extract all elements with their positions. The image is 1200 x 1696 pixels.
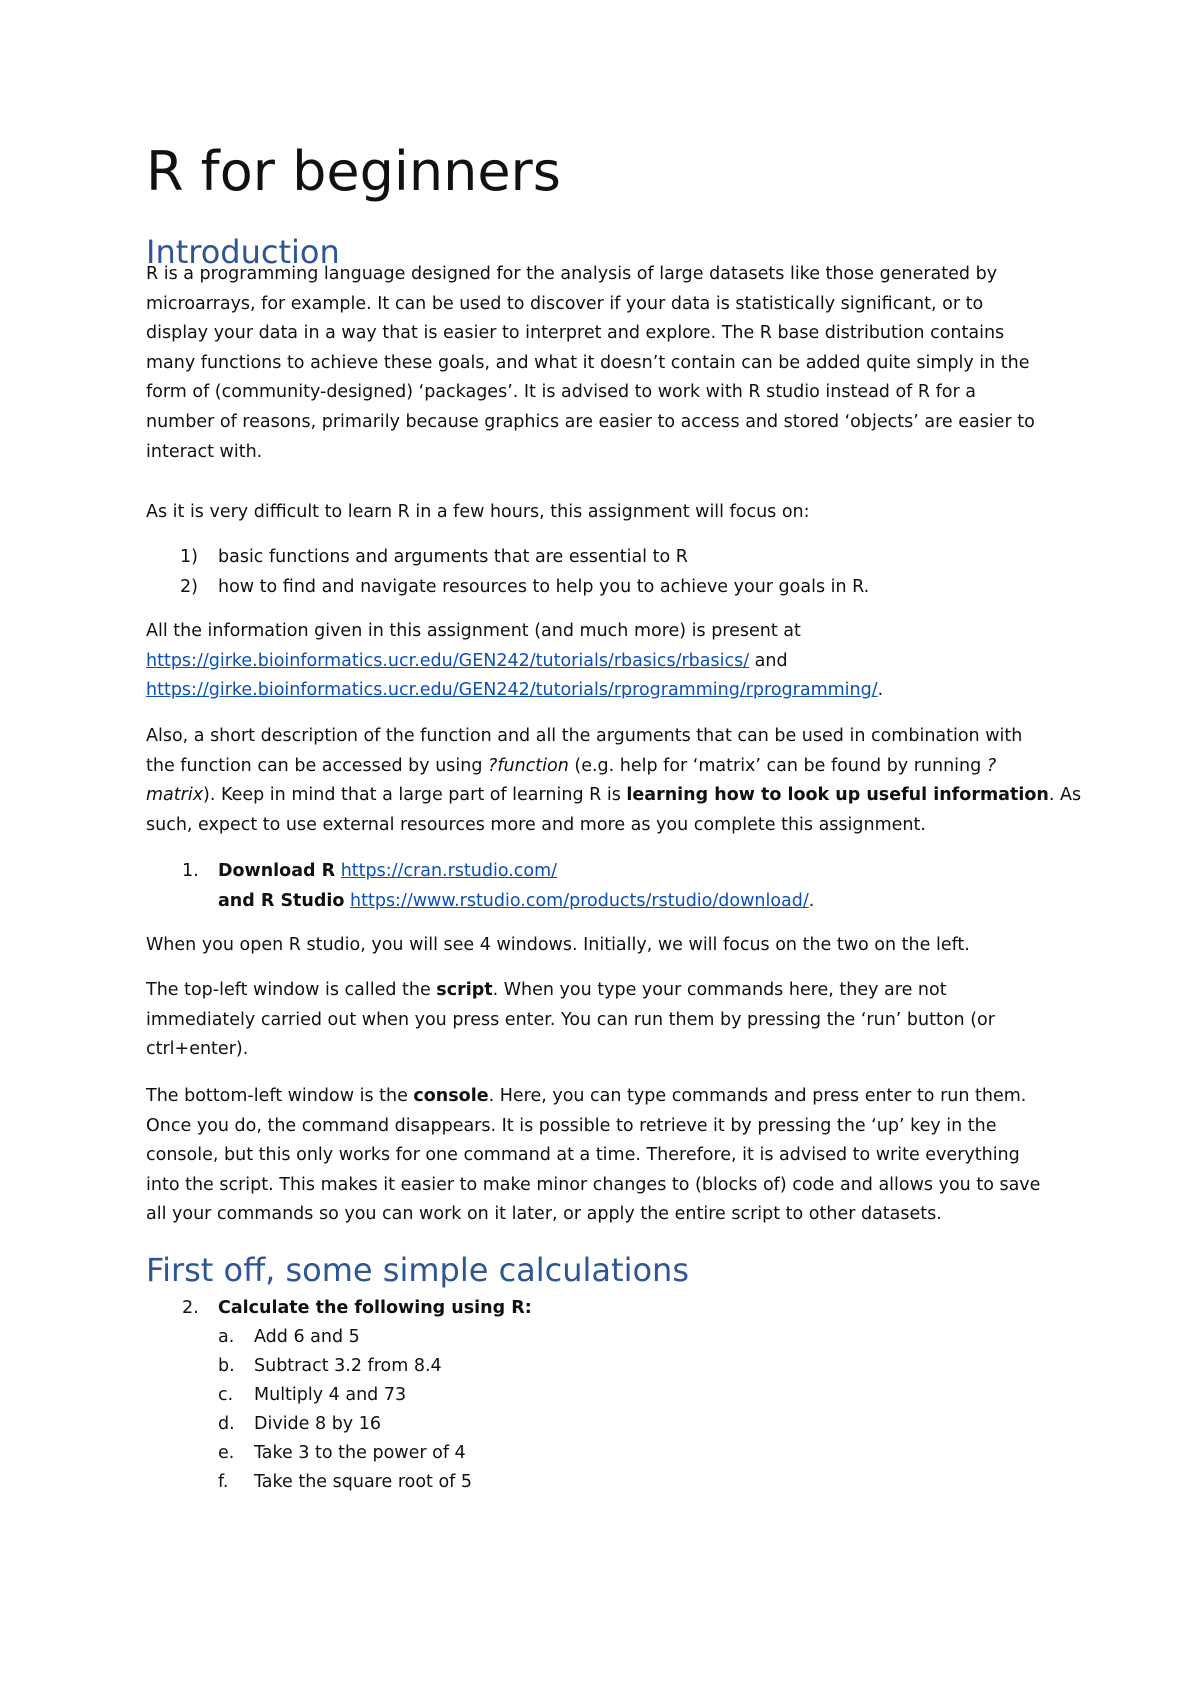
text-run: The bottom-left window is the — [146, 1086, 414, 1106]
rbasics-link[interactable]: https://girke.bioinformatics.ucr.edu/GEN242/tutorials/rbasics/rbasics/ — [146, 650, 750, 671]
script-term: script — [436, 980, 493, 1000]
download-r-line — [218, 857, 557, 887]
info-paragraph — [146, 617, 1066, 706]
script-line: immediately carried out when you press enter. You can run them by pressing the ‘run’ button (or — [146, 1009, 995, 1030]
sub-item: Take 3 to the power of 4 — [254, 1443, 466, 1463]
sub-item: Add 6 and 5 — [254, 1327, 360, 1347]
console-line: into the script. This makes it easier to make minor changes to (blocks of) code and allows you to save — [146, 1174, 1041, 1195]
step-number: 1. — [182, 861, 199, 881]
script-line: ctrl+enter). — [146, 1039, 249, 1060]
matrix-term: matrix — [146, 785, 204, 806]
text-run: ? — [986, 755, 997, 776]
list-item: how to find and navigate resources to help you to achieve your goals in R. — [218, 577, 870, 597]
emphasis-text: learning how to look up useful information — [626, 785, 1049, 806]
text-run: the function can be accessed by using — [146, 755, 489, 776]
console-line: console, but this only works for one command at a time. Therefore, it is advised to write everything — [146, 1145, 1020, 1166]
period-text: . — [877, 680, 884, 701]
text-run: (e.g. help for ‘matrix’ can be found by running — [568, 755, 987, 776]
intro-line: display your data in a way that is easier to interpret and explore. The R base distribution contains — [146, 323, 1005, 344]
step-number: 2. — [182, 1298, 199, 1318]
help-line: such, expect to use external resources more and more as you complete this assignment. — [146, 814, 926, 835]
intro-line: many functions to achieve these goals, and what it doesn’t contain can be added quite simply in the — [146, 352, 1030, 373]
rprogramming-link[interactable]: https://girke.bioinformatics.ucr.edu/GEN242/tutorials/rprogramming/rprogramming/ — [146, 680, 878, 701]
sub-letter: e. — [218, 1443, 235, 1463]
sub-letter: a. — [218, 1327, 235, 1347]
help-line — [146, 781, 1082, 811]
calc-heading: First off, some simple calculations — [146, 1251, 689, 1289]
intro-line: number of reasons, primarily because graphics are easier to access and stored ‘objects’ are easier to — [146, 411, 1035, 432]
intro-paragraph — [146, 260, 1066, 467]
text-run: . When you type your commands here, they are not — [492, 980, 947, 1000]
sub-item: Take the square root of 5 — [254, 1472, 473, 1492]
intro-line: interact with. — [146, 441, 263, 462]
console-line — [146, 1082, 1066, 1112]
info-line — [146, 647, 1066, 677]
text-run: The top-left window is called the — [146, 980, 437, 1000]
and-text: and — [749, 650, 788, 671]
period-text: . — [808, 891, 815, 911]
sub-letter: d. — [218, 1414, 235, 1434]
text-run: . Here, you can type commands and press enter to run them. — [488, 1086, 1027, 1106]
script-paragraph — [146, 976, 1066, 1065]
console-line: all your commands so you can work on it later, or apply the entire script to other datasets. — [146, 1204, 942, 1225]
help-line: Also, a short description of the function and all the arguments that can be used in combination with — [146, 726, 1023, 746]
sub-letter: c. — [218, 1385, 234, 1405]
intro-line: R is a programming language designed for the analysis of large datasets like those generated by — [146, 264, 998, 284]
sub-item: Multiply 4 and 73 — [254, 1385, 407, 1405]
sub-letter: b. — [218, 1356, 235, 1376]
console-line: Once you do, the command disappears. It is possible to retrieve it by pressing the ‘up’ key in the — [146, 1115, 997, 1136]
sub-letter: f. — [218, 1472, 229, 1492]
step-label: Calculate the following using R: — [218, 1298, 532, 1318]
info-line: All the information given in this assignment (and much more) is present at — [146, 621, 801, 641]
console-term: console — [413, 1086, 489, 1106]
console-paragraph — [146, 1082, 1066, 1230]
download-r-label: Download R — [218, 861, 336, 881]
help-line — [146, 752, 1066, 782]
sub-item: Subtract 3.2 from 8.4 — [254, 1356, 442, 1376]
download-rstudio-line — [218, 887, 814, 917]
function-term: ?function — [488, 755, 569, 776]
intro-line: microarrays, for example. It can be used to discover if your data is statistically significant, or to — [146, 293, 984, 314]
list-number: 1) — [180, 547, 198, 567]
script-line — [146, 976, 1066, 1006]
page-title: R for beginners — [146, 140, 561, 203]
sub-item: Divide 8 by 16 — [254, 1414, 381, 1434]
help-paragraph — [146, 722, 1082, 840]
rstudio-link[interactable]: https://www.rstudio.com/products/rstudio/download/ — [350, 891, 809, 911]
list-number: 2) — [180, 577, 198, 597]
text-run: ). Keep in mind that a large part of learning R is — [203, 785, 627, 806]
intro-heading: Introduction — [146, 233, 340, 271]
cran-link[interactable]: https://cran.rstudio.com/ — [340, 861, 558, 881]
download-rstudio-label: and R Studio — [218, 891, 345, 911]
text-run: . As — [1048, 785, 1082, 806]
windows-paragraph: When you open R studio, you will see 4 windows. Initially, we will focus on the two on the left. — [146, 935, 970, 955]
focus-intro: As it is very difficult to learn R in a few hours, this assignment will focus on: — [146, 502, 810, 522]
list-item: basic functions and arguments that are essential to R — [218, 547, 688, 567]
info-line — [146, 676, 1066, 706]
intro-line: form of (community-designed) ‘packages’. It is advised to work with R studio instead of R for a — [146, 382, 976, 403]
